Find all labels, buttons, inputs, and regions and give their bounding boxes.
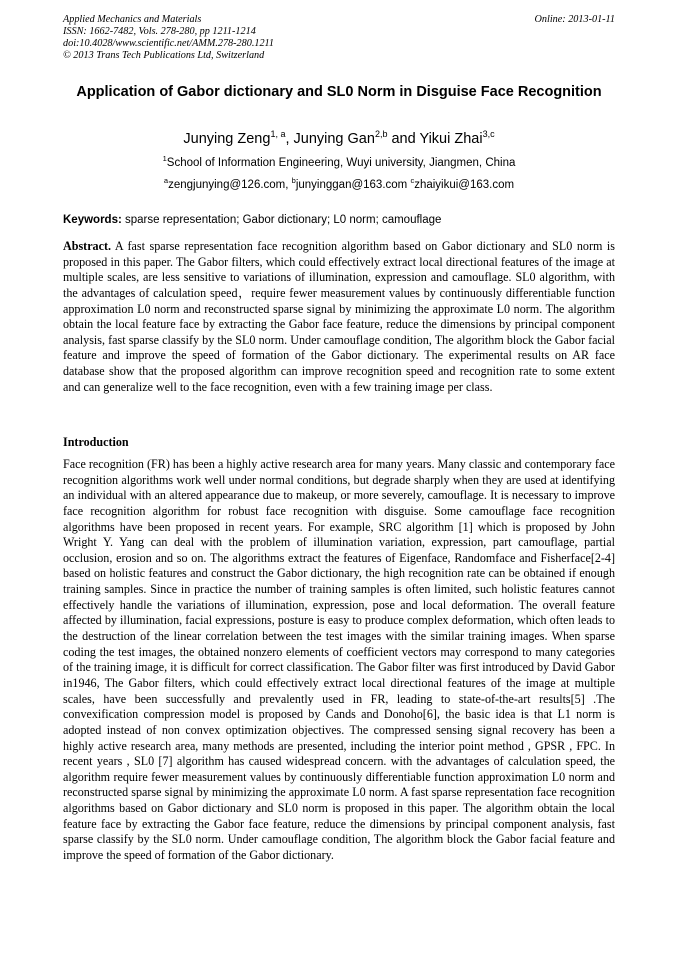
email-superscript: a [163,176,169,186]
author-name: Junying Zeng [183,131,271,147]
affiliation [63,156,615,171]
introduction-paragraph: Face recognition (FR) has been a highly active research area for many years. Many classic and contemporary face recognition algorithms work well under normal conditions, but degrade sharply when they are used at identifying an individual with an altered appearance due to makeup, or more severely, camouflage. It is necessary to improve face recognition algorithm for robust face recognition with disguise. Some camouflage face recognition algorithms have been proposed in recent years. For example, SRC algorithm [1] which is proposed by John Wright Y. Yang can deal with the problem of illumination variation, expression, part camouflage, partial occlusion, erosion and so on. The algorithms extract the features of Eigenface, Randomface and Fisherface[2-4] based on holistic features and construct the Gabor dictionary, the high recognition rate can be obtained if enough training samples. Since in practice the number of training samples is often limited, such holistic features cannot effectively handle the variations of illumination, expression, pose and local deformation. The overall feature affected by illumination, facial expressions, posture is easy to produce complex deformation, which often leads to the destruction of the linear correlation between the test images with the similar training images. When sparse coding the test images, the obtained nonzero elements of coefficient vectors may correspond to many categories of the training image, it is difficult for correct classification. The Gabor filter was first introduced by David Gabor in1946, The Gabor filters, which could effectively extract local directional features of the image at multiple scales, have been successfully and prevalently used in FR, leading to state-of-the-art results[5] .The convexification compression model is proposed by Cands and Donoho[6], the basic idea is that L1 norm is adopted instead of non convex optimization objectives. The compressed sensing signal recovery has been a highly active research area, many methods are presented, including the interior point method , GPSR , FPC. In recent years , SL0 [7] algorithm has caused widespread concern. with the advantages of calculation speed, the algorithm require fewer measurement values by continuously differentiable function approximation L0 norm and reconstructed sparse signal by minimizing the approximate L0 norm. A fast sparse representation face recognition algorithms based on Gabor dictionary and SL0 norm is proposed in this paper. The algorithm obtain the local feature face by extracting the Gabor face feature, reduce the dimensions by principal component analysis, fast sparse classify by the SL0 norm. Under camouflage condition, The algorithm block the Gabor facial feature and improve the speed of formation of the Gabor dictionary. [63,457,615,863]
keywords [63,213,615,228]
journal-name: Applied Mechanics and Materials [63,14,202,25]
doi-line: doi:10.4028/www.scientific.net/AMM.278-280.1211 [63,38,274,49]
keywords-text: sparse representation; Gabor dictionary; L0 norm; camouflage [121,214,442,226]
author-name: Yikui Zhai [419,131,483,147]
keywords-label: Keywords: [63,214,122,226]
email-address: zengjunying@126.com, [168,179,292,191]
email-superscript: b [291,176,296,186]
abstract-text: A fast sparse representation face recognition algorithm based on Gabor dictionary and SL0 norm is proposed in this paper. The Gabor filters, which could effectively extract local directional features of the image at multiple scales, are less sensitive to variations of illumination, expression and camouflage. SL0 algorithm, with the advantages of calculation speed，require fewer measurement values by continuously differentiable function approximation L0 norm and reconstructed sparse signal by minimizing the approximate L0 norm. The algorithm obtain the local feature face by extracting the Gabor face feature, reduce the dimensions by principal component analysis, fast sparse classify by the SL0 norm. Under camouflage condition, The algorithm block the Gabor facial feature and improve the speed of formation of the Gabor dictionary. The experimental results on AR face database show that the proposed algorithm can improve recognition speed and recognition rate to some extent and can generalize well to the face recognition, even with a few training image per class. [63,239,615,394]
author-separator: and [387,131,420,147]
issn-line: ISSN: 1662-7482, Vols. 278-280, pp 1211-1214 [63,26,256,37]
online-date: Online: 2013-01-11 [534,14,615,25]
copyright-line: © 2013 Trans Tech Publications Ltd, Switzerland [63,50,265,61]
affiliation-text: School of Information Engineering, Wuyi university, Jiangmen, China [166,157,516,169]
author-separator: , [285,131,294,147]
author-list [63,130,615,148]
paper-title: Application of Gabor dictionary and SL0 Norm in Disguise Face Recognition [76,84,602,100]
abstract-label: Abstract. [63,239,112,253]
email-address: junyinggan@163.com [295,179,411,191]
author-name: Junying Gan [293,131,375,147]
author-superscript: 3,c [482,129,495,140]
author-superscript: 2,b [374,129,388,140]
introduction-heading: Introduction [63,435,129,449]
email-address: zhaiyikui@163.com [414,179,515,191]
journal-header [63,14,615,62]
author-superscript: 1, a [270,129,286,140]
affiliation-superscript: 1 [162,154,167,164]
author-emails [63,178,615,193]
abstract-paragraph [63,239,615,395]
email-superscript: c [410,176,415,186]
